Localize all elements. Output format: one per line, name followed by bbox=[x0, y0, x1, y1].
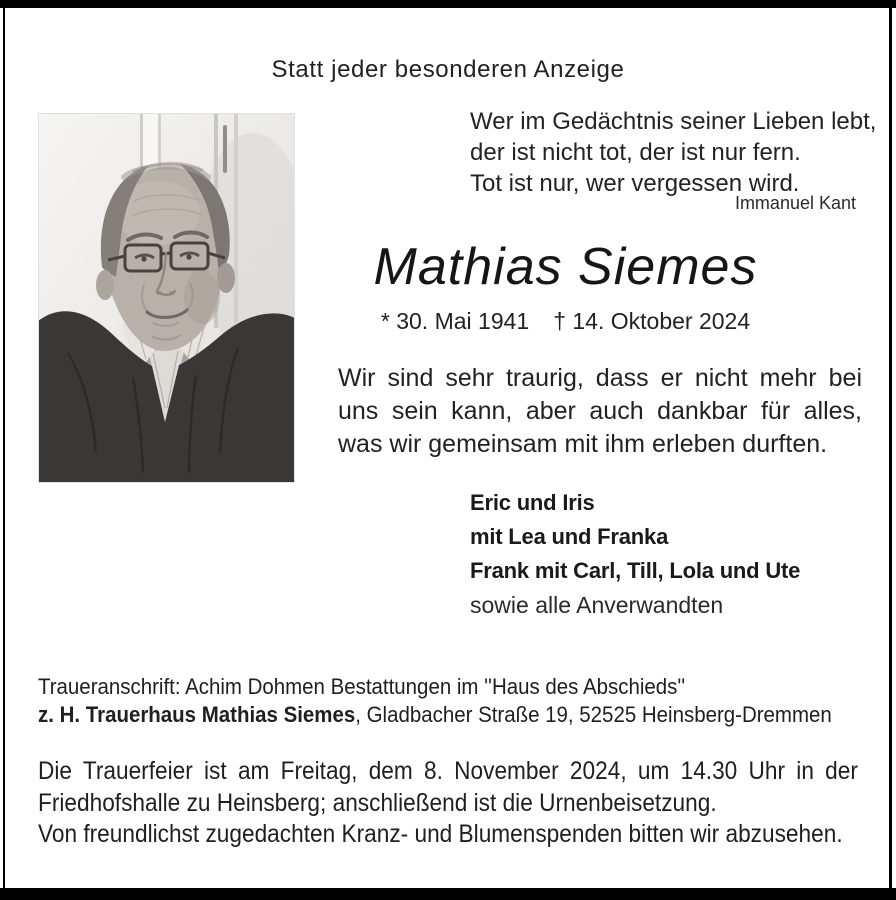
quote-line: Wer im Gedächtnis seiner Lieben lebt, bbox=[470, 108, 877, 135]
frame-border-top bbox=[0, 0, 896, 8]
funeral-schedule: Die Trauerfeier ist am Freitag, dem 8. November 2024, um 14.30 Uhr in der Friedhofshalle zu Heinsberg; anschließend ist die Urnenbeisetzung. bbox=[38, 757, 858, 817]
mourner-line-3: Frank mit Carl, Till, Lola und Ute bbox=[470, 558, 801, 583]
quote-line: Tot ist nur, wer vergessen wird. bbox=[470, 170, 800, 197]
birth-date: * 30. Mai 1941 bbox=[380, 308, 530, 334]
frame-border-bottom bbox=[0, 888, 896, 900]
condolence-text: Wir sind sehr traurig, dass er nicht mehr bei uns sein kann, aber auch dankbar für alles, was wir gemeinsam mit ihm erleben durften. bbox=[338, 364, 862, 458]
mourner-line-2: mit Lea und Franka bbox=[470, 524, 669, 549]
flowers-request: Von freundlichst zugedachten Kranz- und Blumenspenden bitten wir abzusehen. bbox=[38, 820, 843, 848]
portrait-photo-illustration bbox=[38, 113, 295, 483]
deceased-name: Mathias Siemes bbox=[373, 238, 758, 296]
life-dates bbox=[303, 308, 828, 335]
funeral-address-line-1: Traueranschrift: Achim Dohmen Bestattungen im ''Haus des Abschieds'' bbox=[38, 674, 686, 699]
portrait-photo bbox=[38, 113, 295, 483]
header-note: Statt jeder besonderen Anzeige bbox=[271, 56, 625, 83]
quote-line: der ist nicht tot, der ist nur fern. bbox=[470, 139, 801, 166]
funeral-address-recipient: z. H. Trauerhaus Mathias Siemes bbox=[38, 702, 356, 727]
mourner-line-1: Eric und Iris bbox=[470, 490, 595, 515]
funeral-address bbox=[38, 673, 832, 729]
funeral-address-street: , Gladbacher Straße 19, 52525 Heinsberg-Dremmen bbox=[355, 702, 832, 727]
death-date: † 14. Oktober 2024 bbox=[553, 308, 751, 334]
mourner-line-4: sowie alle Anverwandten bbox=[470, 592, 724, 618]
frame-border-left bbox=[3, 0, 5, 900]
mourners-list bbox=[470, 486, 800, 622]
funeral-address-line-2 bbox=[38, 701, 832, 729]
quote-attribution: Immanuel Kant bbox=[734, 193, 856, 213]
frame-border-right bbox=[889, 0, 892, 900]
memorial-quote bbox=[470, 106, 876, 199]
